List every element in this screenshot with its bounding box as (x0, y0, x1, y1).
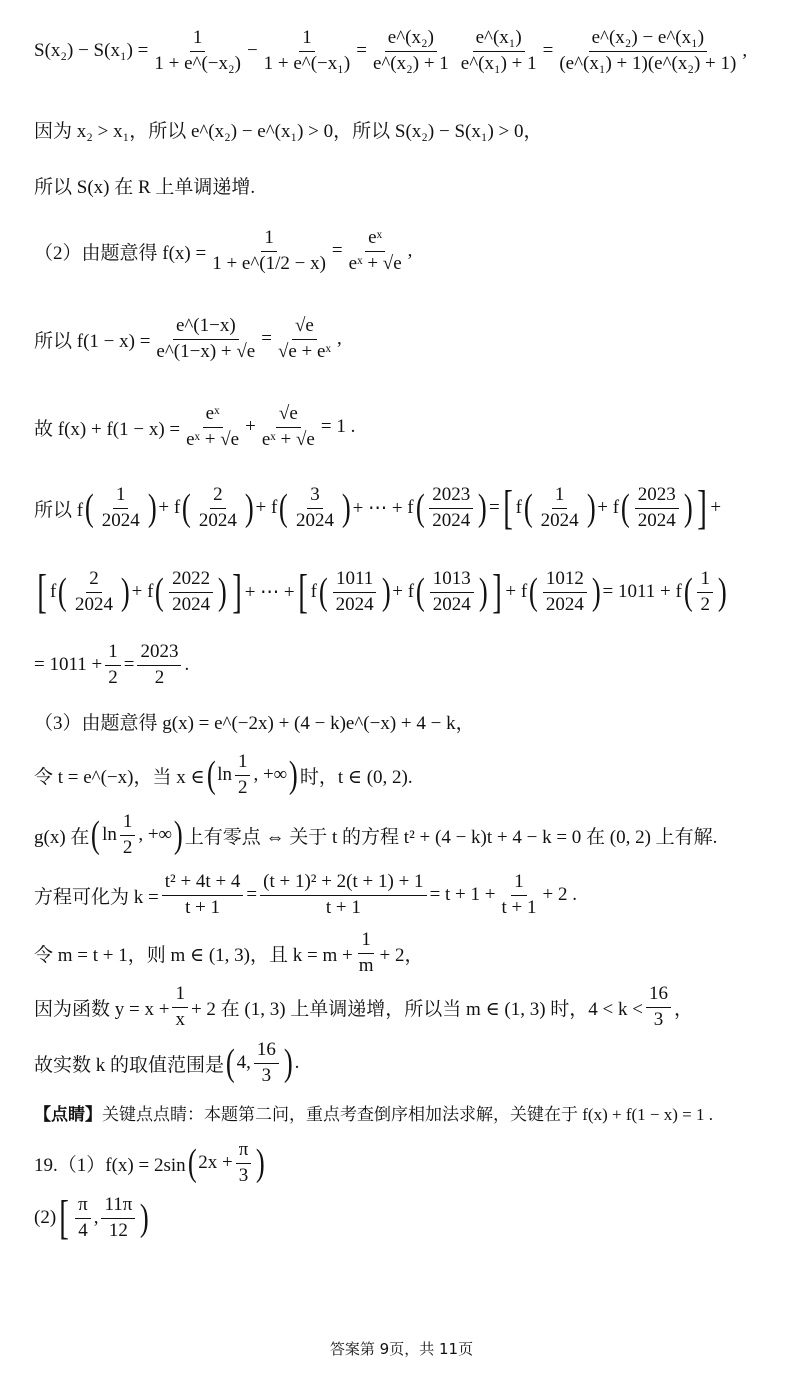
line-prefix: 所以 f(1 − x) = (34, 330, 151, 352)
numerator: 2023 (137, 642, 181, 666)
fraction (260, 872, 426, 919)
denominator: e^(x₂) + 1 (372, 52, 449, 74)
equation-line-13 (34, 872, 577, 919)
line-text: 所以 S(x) 在 R 上单调递增. (34, 177, 256, 198)
numerator: 1 (105, 642, 121, 666)
fraction (275, 316, 334, 363)
denominator: eˣ + √e (348, 252, 402, 274)
line-tail: , (742, 40, 748, 62)
line-prefix: (2) (34, 1207, 57, 1228)
key-point-text: 关键点点睛：本题第二问，重点考查倒序相加法求解，关键在于 f(x) + f(1 − x) = 1 . (102, 1105, 713, 1124)
text-line-10 (34, 708, 475, 735)
fraction (105, 642, 121, 689)
denominator: 2 (122, 836, 133, 858)
denominator: 2 (237, 776, 248, 798)
denominator: 2 (108, 666, 118, 688)
line-prefix: S(x₂) − S(x₁) = (34, 40, 149, 62)
equals-sign: = (246, 884, 258, 906)
denominator: eˣ + √e (261, 428, 315, 450)
equation-line-4: （2）由题意得 f(x) = $\frac{1}{1 + e\^{}(1/2 - x)}$ = $\frac{\text{eˣ}}{\text{eˣ + √e}}$ , (34, 227, 413, 274)
denominator: 12 (108, 1219, 128, 1241)
denominator: 1 + e^(−x₂) (154, 52, 241, 74)
numerator: 16 (646, 984, 671, 1008)
answer-line-19-2: (2) [ $\frac{\pi}{4}$ , $\frac{11\pi}{12}$ ) (34, 1191, 150, 1244)
fraction (120, 812, 136, 859)
ln-label: ln (102, 824, 117, 846)
equation-line-6 (34, 404, 355, 451)
line-prefix: g(x) 在 (34, 826, 90, 848)
denominator: x (175, 1008, 185, 1030)
numerator: e^(x₂) − e^(x₁) (589, 28, 707, 52)
fraction (254, 1040, 279, 1087)
denominator: 2024 (637, 509, 676, 531)
numerator: eˣ (365, 228, 385, 252)
fraction (538, 485, 582, 532)
numerator: e^(1−x) (173, 316, 239, 340)
denominator: 2024 (545, 593, 584, 615)
line-text: 因为 x₂ > x₁，所以 e^(x₂) − e^(x₁) > 0，所以 S(x₂) − S(x₁) > 0， (34, 121, 543, 142)
fraction (72, 569, 116, 616)
numerator: 1011 (333, 569, 376, 593)
denominator: m (358, 954, 374, 976)
numerator: π (75, 1195, 91, 1219)
line-prefix: 方程可化为 k = (34, 886, 159, 908)
fraction (697, 569, 713, 616)
line-tail: , (336, 328, 342, 350)
numerator: 1 (190, 28, 206, 52)
numerator: t² + 4t + 4 (162, 872, 244, 896)
answer-line-19-1: 19.（1）f(x) = 2sin ( 2x + $\frac{\pi}{3}$ ) (34, 1139, 266, 1186)
fraction (635, 485, 679, 532)
text-line-2 (34, 116, 543, 143)
equation-line-16: 故实数 k 的取值范围是 ( 4, $\frac{16}{3}$ ) . (34, 1039, 300, 1086)
line-prefix: （2）由题意得 f(x) = (34, 242, 207, 264)
denominator: 2024 (198, 509, 237, 531)
fraction (261, 28, 354, 75)
denominator: 3 (653, 1008, 664, 1030)
numerator: 1 (552, 485, 568, 509)
line-tail: . (294, 1052, 300, 1074)
fraction (137, 642, 181, 689)
line-middle: + 2 在 (1, 3) 上单调递增，所以当 m ∈ (1, 3) 时，4 < k < (190, 998, 643, 1020)
key-point-line (34, 1100, 713, 1125)
ellipsis: + ⋯ + (244, 581, 295, 603)
fraction (162, 872, 244, 919)
denominator: 4 (78, 1219, 88, 1241)
equation-line-7: 所以 f ( $\frac{1}{2024}$ ) + f ( $\frac{2}{2024}$ ) + f ( $\frac{3}{2024}$ ) + ⋯ + f ( $\frac{2023}{2024}$ ) = [ f ( $\frac{1}{2024}$ ) + f ( $\frac{2023}{2024}$ ) ] + (34, 481, 722, 534)
fraction (430, 569, 474, 616)
fraction (499, 872, 540, 919)
interval-rest: , +∞ (138, 824, 173, 846)
denominator: 2024 (540, 509, 579, 531)
denominator: e^(1−x) + √e (156, 340, 256, 362)
line-tail: 上有零点 ⇔ 关于 t 的方程 t² + (4 − k)t + 4 − k = 0 在 (0, 2) 上有解. (184, 826, 718, 848)
numerator: 1 (113, 485, 129, 509)
fraction (370, 28, 452, 75)
line-prefix: = 1011 + (34, 654, 103, 676)
fraction (293, 485, 337, 532)
interval-rest: , +∞ (253, 764, 288, 786)
denominator: √e + eˣ (277, 340, 331, 362)
numerator: 1013 (430, 569, 474, 593)
argument-expression: 2x + (198, 1152, 233, 1174)
page-footer: 答案第 9页，共 11页 (329, 1340, 474, 1358)
equals-expression: = 1011 + f (602, 581, 682, 602)
numerator: e^(x₂) (385, 28, 437, 52)
fraction (346, 228, 405, 275)
numerator: 1 (120, 812, 136, 836)
equation-line-14 (34, 930, 423, 977)
numerator: 2 (210, 485, 226, 509)
denominator: 2 (154, 666, 165, 688)
denominator: 2024 (432, 593, 471, 615)
denominator: 3 (238, 1164, 249, 1186)
denominator: 2024 (295, 509, 334, 531)
line-tail: + 2， (379, 944, 424, 966)
fraction (259, 404, 318, 451)
line-tail: . (184, 654, 190, 676)
numerator: e^(x₁) (473, 28, 525, 52)
line-tail: , (407, 240, 413, 262)
fraction (151, 28, 244, 75)
denominator: 2024 (101, 509, 140, 531)
denominator: (e^(x₁) + 1)(e^(x₂) + 1) (559, 52, 737, 74)
denominator: 1 + e^(1/2 − x) (212, 252, 326, 274)
fraction (235, 752, 251, 799)
denominator: 2024 (74, 593, 113, 615)
fraction (646, 984, 671, 1031)
line-prefix: 因为函数 y = x + (34, 998, 170, 1020)
ellipsis: + ⋯ + (352, 497, 403, 519)
numerator: 2 (86, 569, 102, 593)
fraction (356, 930, 377, 977)
denominator: 2024 (172, 593, 211, 615)
interval-start: 4, (236, 1052, 251, 1074)
line-prefix: 所以 f (34, 499, 84, 521)
fraction (169, 569, 213, 616)
fraction (236, 1140, 252, 1187)
numerator: eˣ (203, 404, 223, 428)
numerator: 11π (101, 1195, 135, 1219)
equation-line-12: g(x) 在 ( ln $\frac{1}{2}$ , +∞ ) 上有零点 ⇔ 关于 t 的方程 t² + (4 − k)t + 4 − k = 0 在 (0, 2) 上有解. (34, 811, 718, 858)
numerator: 2023 (635, 485, 679, 509)
numerator: 1 (235, 752, 251, 776)
fraction (543, 569, 587, 616)
denominator: 3 (261, 1064, 272, 1086)
numerator: 1 (511, 872, 527, 896)
line-tail: + 2 . (542, 884, 577, 906)
comma: , (93, 1207, 99, 1228)
denominator: t + 1 (185, 896, 221, 918)
equals-sign: = (488, 497, 500, 518)
equation-line-1: S(x₂) − S(x₁) = $\frac{1}{\text{1 + e\textasciicircum{}(−x₂)}}$ − $\frac{1}{\text{1 + e\textasciicircum{}(−x₁)}}$ = $\frac{\text{e\textasciicircum{}(x₂)}}{\text{e\textasciicircum{}(x₂) + 1}}$ $\frac{\text{e\textasciicircum{}(x₁)}}{\text{e\textasciicircum{}(x₁) + 1}}$ = $\frac{\text{e\textasciicircum{}(x₂) − e\textasciicircum{}(x₁)}}{\text{(e\textasciicircum{}(x₁) + 1)(e\textasciicircum{}(x₂) + 1)}}$ , (34, 27, 748, 74)
ln-label: ln (217, 764, 232, 786)
denominator: eˣ + √e (186, 428, 240, 450)
denominator: 2024 (432, 509, 471, 531)
numerator: 1 (172, 984, 188, 1008)
equals-sign: = (123, 654, 135, 676)
fraction (429, 485, 473, 532)
fraction (556, 28, 739, 75)
fraction (209, 228, 329, 275)
line-prefix: 令 t = e^(−x)，当 x ∈ (34, 766, 205, 788)
fraction (75, 1195, 91, 1242)
numerator: (t + 1)² + 2(t + 1) + 1 (260, 872, 426, 896)
line-prefix: 故 f(x) + f(1 − x) = (34, 418, 181, 440)
denominator: 2024 (335, 593, 374, 615)
equation-line-5: 所以 f(1 − x) = $\frac{e\^{}(1-x)}{e\^{}(1-x) + √e}$ = $\frac{√e}{\text{√e + eˣ}}$ , (34, 315, 342, 362)
fraction (172, 984, 188, 1031)
line-text: （3）由题意得 g(x) = e^(−2x) + (4 − k)e^(−x) + 4 − k， (34, 713, 475, 734)
numerator: 2022 (169, 569, 213, 593)
fraction (333, 569, 377, 616)
numerator: 1012 (543, 569, 587, 593)
fraction (153, 316, 258, 363)
equation-line-9 (34, 642, 189, 689)
plus-sign: + (245, 416, 256, 438)
denominator: e^(x₁) + 1 (460, 52, 537, 74)
line-tail: 时，t ∈ (0, 2). (299, 766, 413, 788)
line-tail: ， (674, 998, 694, 1020)
equation-line-11: 令 t = e^(−x)，当 x ∈ ( ln $\frac{1}{2}$ , +∞ ) 时，t ∈ (0, 2). (34, 751, 413, 798)
fraction (101, 1195, 135, 1242)
fraction (99, 485, 143, 532)
fraction (196, 485, 240, 532)
line-prefix: 令 m = t + 1，则 m ∈ (1, 3)，且 k = m + (34, 944, 353, 966)
line-middle: = t + 1 + (429, 884, 496, 906)
numerator: 16 (254, 1040, 279, 1064)
line-prefix: 19.（1）f(x) = 2sin (34, 1154, 186, 1176)
numerator: 2023 (429, 485, 473, 509)
numerator: 1 (697, 569, 713, 593)
numerator: 1 (261, 228, 277, 252)
denominator: t + 1 (501, 896, 537, 918)
line-prefix: 故实数 k 的取值范围是 (34, 1054, 225, 1076)
numerator: √e (292, 316, 317, 340)
line-tail: + (710, 497, 722, 518)
line-tail: = 1 . (320, 416, 356, 438)
denominator: 1 + e^(−x₁) (263, 52, 351, 74)
key-point-tag: 【点睛】 (34, 1105, 102, 1125)
text-line-3 (34, 172, 255, 199)
numerator: 1 (299, 28, 315, 52)
numerator: 3 (307, 485, 323, 509)
fraction (183, 404, 242, 451)
denominator: 2 (700, 593, 710, 615)
denominator: t + 1 (325, 896, 361, 918)
numerator: √e (276, 404, 301, 428)
fraction (458, 28, 540, 75)
equation-line-8: [ f ( $\frac{2}{2024}$ ) + f ( $\frac{2022}{2024}$ ) ] + ⋯ + [ f ( $\frac{1011}{2024}$ ) + f ( $\frac{1013}{2024}$ ) ] + f ( $\frac{1012}{2024}$ ) = 1011 + f ( $\frac{1}{2}$ ) (37, 565, 727, 618)
numerator: 1 (358, 930, 374, 954)
equation-line-15 (34, 984, 693, 1031)
numerator: π (236, 1140, 252, 1164)
